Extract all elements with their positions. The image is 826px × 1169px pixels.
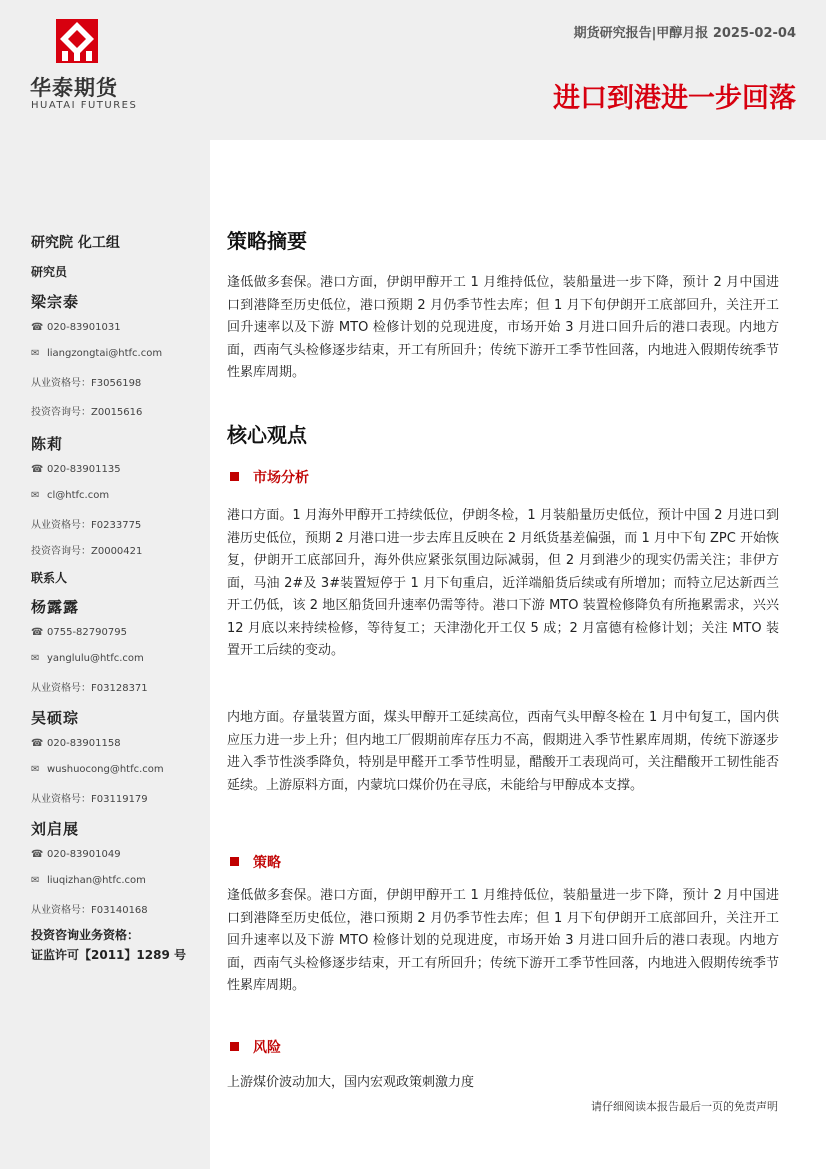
researcher-email: ✉ cl@htfc.com: [31, 490, 110, 501]
strategy-paragraph: 逢低做多套保。港口方面，伊朗甲醇开工 1 月维持低位，装船量进一步下降，预计 2 月中国进口到港降至历史低位，港口预期 2 月仍季节性去库；但 1 月下旬伊朗开工底部回升，关注开工回升速率以及下游 MTO 检修计划的兑现进度，市场开始 3 月进口回升后的港口表现。内地方面，西南气头检修逐步结束，开工有所回升；传统下游开工季节性回落，内地进入假期传统季节性累库周期。: [227, 888, 779, 993]
contact-qualification: 从业资格号：F03128371: [31, 683, 148, 694]
phone-icon: ☎: [31, 464, 44, 475]
envelope-icon: ✉: [31, 875, 40, 886]
report-title: 进口到港进一步回落: [553, 83, 796, 114]
envelope-icon: ✉: [31, 348, 40, 359]
logo-wordmark-en: HUATAI FUTURES: [31, 100, 138, 111]
square-bullet-icon: [230, 1042, 239, 1051]
researcher-name: 陈莉: [31, 435, 64, 453]
contact-label: 联系人: [31, 571, 68, 585]
contact-phone: ☎ 0755-82790795: [31, 627, 127, 638]
researcher-consult-no: 投资咨询号：Z0015616: [31, 407, 143, 418]
report-meta: 期货研究报告|甲醇月报 2025-02-04: [573, 26, 796, 41]
envelope-icon: ✉: [31, 764, 40, 775]
researcher-name: 梁宗泰: [31, 293, 80, 311]
contact-email: ✉ wushuocong@htfc.com: [31, 764, 164, 775]
sidebar-group: 研究院 化工组: [31, 235, 120, 251]
contact-name: 杨露露: [31, 598, 80, 616]
envelope-icon: ✉: [31, 653, 40, 664]
logo-wordmark-cn: 华泰期货: [30, 76, 118, 100]
contact-qualification: 从业资格号：F03140168: [31, 905, 148, 916]
researcher-qualification: 从业资格号：F3056198: [31, 378, 142, 389]
huatai-logo-icon: [54, 17, 100, 65]
contact-name: 刘启展: [31, 820, 80, 838]
researcher-label: 研究员: [31, 265, 68, 279]
author-sidebar: [0, 140, 210, 1169]
researcher-qualification: 从业资格号：F0233775: [31, 520, 142, 531]
contact-phone: ☎ 020-83901158: [31, 738, 121, 749]
report-header: [0, 0, 826, 140]
researcher-phone: ☎ 020-83901135: [31, 464, 121, 475]
phone-icon: ☎: [31, 738, 44, 749]
square-bullet-icon: [230, 472, 239, 481]
contact-name: 吴硕琮: [31, 709, 80, 727]
researcher-consult-no: 投资咨询号：Z0000421: [31, 546, 143, 557]
square-bullet-icon: [230, 857, 239, 866]
contact-email: ✉ liuqizhan@htfc.com: [31, 875, 146, 886]
subsection-risk: 风险: [230, 1037, 281, 1057]
license-number: 证监许可【2011】1289 号: [31, 948, 186, 962]
contact-email: ✉ yanglulu@htfc.com: [31, 653, 144, 664]
market-paragraph-inland: 内地方面。存量装置方面，煤头甲醇开工延续高位，西南气头甲醇冬检在 1 月中旬复工，国内供应压力进一步上升；但内地工厂假期前库存压力不高，假期进入季节性累库周期，传统下游逐步进入季节性淡季降负，特别是甲醛开工季节性明显，醋酸开工表现尚可，关注醋酸开工韧性能否延续。上游原料方面，内蒙坑口煤价仍在寻底，未能给与甲醇成本支撑。: [227, 710, 779, 793]
subsection-strategy: 策略: [230, 852, 281, 872]
researcher-phone: ☎ 020-83901031: [31, 322, 121, 333]
market-paragraph-port: 港口方面。1 月海外甲醇开工持续低位，伊朗冬检，1 月装船量历史低位，预计中国 2 月进口到港历史低位，预期 2 月港口进一步去库且反映在 2 月纸货基差偏强，而 1 月中下旬 ZPC 开始恢复，伊朗开工底部回升，海外供应紧张氛围边际减弱，但 2 月到港少的现实仍需关注；非伊方面，马油 2#及 3#装置短停于 1 月下旬重启，近洋端船货后续或有所增加；而特立尼达新西兰开工仍低，该 2 地区船货回升速率仍需等待。港口下游 MTO 装置检修降负有所拖累需求，兴兴 12 月底以来持续检修，等待复工；天津渤化开工仅 5 成；2 月富德有检修计划；关注 MTO 装置开工后续的变动。: [227, 508, 779, 658]
subsection-market-analysis: 市场分析: [230, 467, 309, 487]
license-title: 投资咨询业务资格：: [31, 928, 140, 942]
risk-paragraph: 上游煤价波动加大，国内宏观政策刺激力度: [227, 1075, 475, 1090]
phone-icon: ☎: [31, 322, 44, 333]
contact-qualification: 从业资格号：F03119179: [31, 794, 148, 805]
summary-paragraph: 逢低做多套保。港口方面，伊朗甲醇开工 1 月维持低位，装船量进一步下降，预计 2 月中国进口到港降至历史低位，港口预期 2 月仍季节性去库；但 1 月下旬伊朗开工底部回升，关注开工回升速率以及下游 MTO 检修计划的兑现进度，市场开始 3 月进口回升后的港口表现。内地方面，西南气头检修逐步结束，开工有所回升；传统下游开工季节性回落，内地进入假期传统季节性累库周期。: [227, 275, 779, 380]
phone-icon: ☎: [31, 627, 44, 638]
researcher-email: ✉ liangzongtai@htfc.com: [31, 348, 163, 359]
envelope-icon: ✉: [31, 490, 40, 501]
contact-phone: ☎ 020-83901049: [31, 849, 121, 860]
footer-disclaimer: 请仔细阅读本报告最后一页的免责声明: [591, 1100, 778, 1113]
section-title-core: 核心观点: [227, 423, 307, 447]
section-title-summary: 策略摘要: [227, 229, 307, 253]
phone-icon: ☎: [31, 849, 44, 860]
